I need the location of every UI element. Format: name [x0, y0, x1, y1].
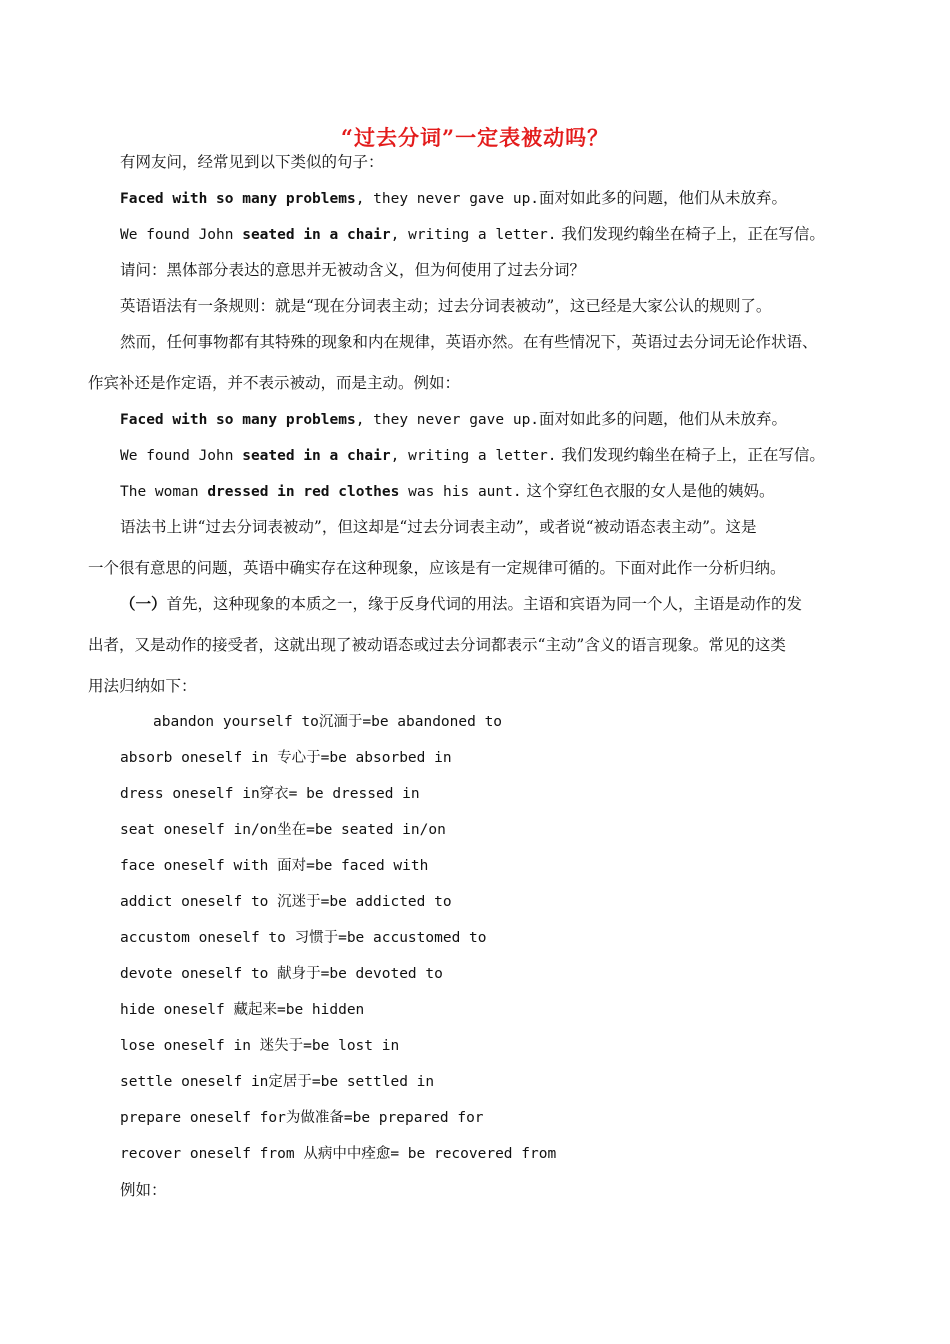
- bold-phrase: seated in a chair: [242, 227, 391, 243]
- sentence-pre: We found John: [120, 227, 243, 243]
- section-text: 首先，这种现象的本质之一，缘于反身代词的用法。主语和宾语为同一个人，主语是动作的发: [166, 595, 803, 613]
- chinese-translation: 我们发现约翰坐在椅子上，正在写信。: [556, 446, 825, 464]
- bold-phrase: dressed in red clothes: [207, 484, 400, 500]
- page-title: “过去分词”一定表被动吗？: [340, 125, 610, 150]
- question-paragraph: 请问：黑体部分表达的意思并无被动含义，但为何使用了过去分词？: [120, 261, 586, 279]
- phrase-item: prepare oneself for为做准备=be prepared for: [120, 1110, 484, 1126]
- grammar-line-1: 语法书上讲“过去分词表被动”，但这却是“过去分词表主动”，或者说“被动语态表主动”。这是: [120, 518, 757, 536]
- sentence-rest: , writing a letter.: [390, 227, 557, 243]
- example-label: 例如：: [120, 1181, 167, 1199]
- phrase-item: hide oneself 藏起来=be hidden: [120, 1002, 365, 1018]
- example-sentence-5: [120, 480, 775, 503]
- example-sentence-4: [120, 444, 825, 467]
- section-1-line-2: 出者，又是动作的接受者，这就出现了被动语态或过去分词都表示“主动”含义的语言现象。常见的这类: [88, 636, 786, 654]
- chinese-translation: 面对如此多的问题，他们从未放弃。: [539, 189, 788, 207]
- sentence-pre: We found John: [120, 448, 243, 464]
- section-1-line-1: [120, 593, 802, 615]
- grammar-line-2: 一个很有意思的问题，英语中确实存在这种现象，应该是有一定规律可循的。下面对此作一分析归纳。: [88, 559, 786, 577]
- phrase-item: recover oneself from 从病中中痊愈= be recovered from: [120, 1146, 557, 1162]
- phrase-item: seat oneself in/on坐在=be seated in/on: [120, 822, 446, 838]
- bold-phrase: seated in a chair: [242, 448, 391, 464]
- intro-paragraph: 有网友问，经常见到以下类似的句子：: [120, 153, 384, 171]
- phrase-item: absorb oneself in 专心于=be absorbed in: [120, 750, 452, 766]
- sentence-rest: , they never gave up.: [355, 191, 540, 207]
- example-sentence-1: [120, 187, 787, 210]
- section-1-line-3: 用法归纳如下：: [88, 677, 197, 695]
- phrase-item: face oneself with 面对=be faced with: [120, 858, 429, 874]
- sentence-rest: , writing a letter.: [390, 448, 557, 464]
- chinese-translation: 我们发现约翰坐在椅子上，正在写信。: [556, 225, 825, 243]
- however-line-1: 然而，任何事物都有其特殊的现象和内在规律，英语亦然。在有些情况下，英语过去分词无论作状语、: [120, 333, 818, 351]
- phrase-item: addict oneself to 沉迷于=be addicted to: [120, 894, 452, 910]
- chinese-translation: 这个穿红色衣服的女人是他的姨妈。: [521, 482, 775, 500]
- example-sentence-2: [120, 223, 825, 246]
- rule-paragraph: 英语语法有一条规则：就是“现在分词表主动；过去分词表被动”，这已经是大家公认的规则了。: [120, 297, 772, 315]
- phrase-item: dress oneself in穿衣= be dressed in: [120, 786, 420, 802]
- phrase-item: devote oneself to 献身于=be devoted to: [120, 966, 443, 982]
- sentence-pre: The woman: [120, 484, 208, 500]
- example-sentence-3: [120, 408, 787, 431]
- bold-phrase: Faced with so many problems: [120, 191, 356, 207]
- section-label: （一）: [120, 594, 167, 613]
- sentence-rest: was his aunt.: [399, 484, 522, 500]
- phrase-item: abandon yourself to沉湎于=be abandoned to: [153, 714, 503, 730]
- chinese-translation: 面对如此多的问题，他们从未放弃。: [539, 410, 788, 428]
- phrase-item: lose oneself in 迷失于=be lost in: [120, 1038, 400, 1054]
- phrase-item: accustom oneself to 习惯于=be accustomed to: [120, 930, 487, 946]
- sentence-rest: , they never gave up.: [355, 412, 540, 428]
- phrase-item: settle oneself in定居于=be settled in: [120, 1074, 435, 1090]
- however-line-2: 作宾补还是作定语，并不表示被动，而是主动。例如：: [88, 374, 461, 392]
- bold-phrase: Faced with so many problems: [120, 412, 356, 428]
